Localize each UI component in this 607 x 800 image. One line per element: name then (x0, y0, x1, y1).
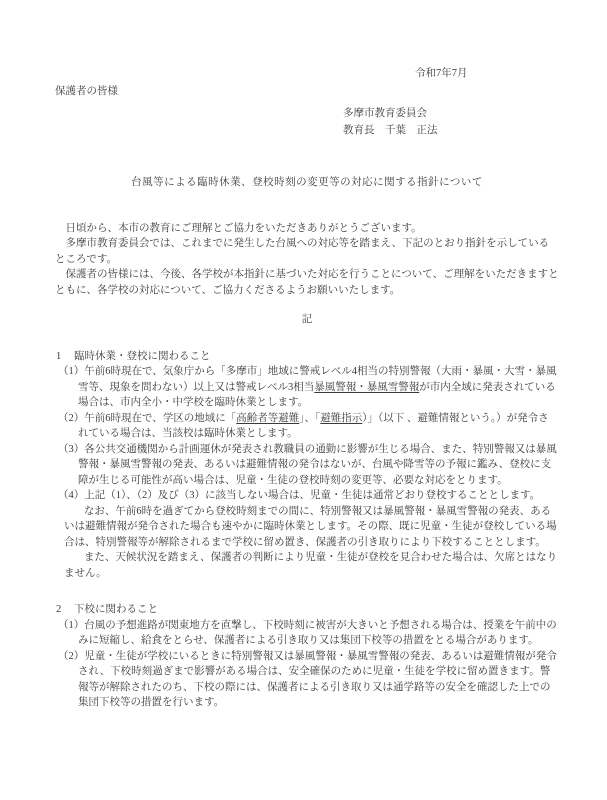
section-dismissal (55, 602, 559, 711)
item-number: （4） (58, 490, 85, 501)
document-title: 台風等による臨時休業、登校時刻の変更等の対応に関する指針について (131, 177, 483, 188)
date-line: 令和7年7月 (415, 68, 468, 79)
sender-organization: 多摩市教育委員会 (343, 108, 427, 119)
list-item (58, 364, 559, 411)
item-number: （1） (58, 366, 85, 377)
item-number: （2） (58, 650, 85, 662)
note-paragraph: なお、午前6時を過ぎてから登校時刻までの間に、特別警報又は暴風警報・暴風雪警報の発表、あるいは避難情報が発令された場合も速やかに臨時休業とします。その際、既に児童・生徒が登校している場合は、特別警報等が解除されるまで学校に留め置き、保護者の引き取りにより下校することとします。 (64, 505, 557, 548)
section-heading-label: 下校に関わること (74, 604, 158, 615)
section-heading (56, 349, 559, 365)
item-number: （2） (58, 412, 85, 424)
intro-paragraph: 保護者の皆様には、今後、各学校が本指針に基づいた対応を行うことについて、ご理解をいただきますとともに、各学校の対応について、ご協力くださるようお願いいたします。 (55, 269, 559, 296)
intro-block (55, 221, 559, 299)
item-text: 各公共交通機関から計画運休が発表され教職員の通勤に影響が生じる場合、また、特別警報又は暴風警報・暴風雪警報の発表、あるいは避難情報の発令はないが、台風や降雪等の予報に鑑み、登校に支障が生じる可能性が高い場合は、児童・生徒の登校時刻の変更等、必要な対応をとります。 (78, 443, 557, 486)
list-item (58, 411, 559, 442)
sender-name: 教育長 千葉 正法 (343, 125, 438, 136)
section-closure-and-attendance (55, 349, 559, 582)
recipient-line: 保護者の皆様 (55, 85, 118, 97)
section-number: 2 (56, 604, 62, 615)
list-item (58, 649, 559, 711)
section-number: 1 (56, 350, 62, 362)
intro-paragraph: 日頃から、本市の教育にご理解とご協力をいただきありがとうございます。 (65, 222, 422, 234)
list-item (58, 488, 559, 504)
item-number: （3） (58, 443, 85, 455)
item-text: 台風の予想進路が関東地方を直撃し、下校時刻に被害が大きいと予想される場合は、授業を午前中のみに短縮し、給食をとらせ、保護者による引き取り又は集団下校等の措置をとる場合があります。 (78, 619, 557, 646)
section-heading (56, 602, 559, 618)
record-marker: 記 (301, 314, 313, 325)
item-text: 上記（1）、（2）及び（3）に該当しない場合は、児童・生徒は通常どおり登校することとします。 (84, 490, 541, 501)
item-text: 午前6時現在で、学区の地域に「高齢者等避難」、「避難指示）」（以下 、避難情報という。）が発令されている場合は、当該校は臨時休業とします。 (78, 412, 549, 439)
list-item (58, 618, 559, 649)
note-paragraph: また、天候状況を踏まえ、保護者の判断により児童・生徒が登校を見合わせた場合は、欠席とはなりません。 (64, 552, 558, 579)
section-heading-label: 臨時休業・登校に関わること (74, 350, 211, 362)
item-text: 午前6時現在で、気象庁から「多摩市」地域に警戒レベル4相当の特別警報（大雨・暴風・大雪・暴風雪等、現象を問わない）以上又は警戒レベル3相当暴風警報・暴風雪警報が市内全域に発表されている場合は、市内全小・中学校を臨時休業とします。 (78, 366, 557, 408)
list-item (58, 442, 559, 489)
intro-paragraph: 多摩市教育委員会では、これまでに発生した台風への対応等を踏まえ、下記のとおり指針を示しているところです。 (55, 238, 550, 265)
item-number: （1） (58, 619, 85, 631)
sender-block (55, 105, 559, 139)
item-text: 児童・生徒が学校にいるときに特別警報又は暴風警報・暴風雪警報の発表、あるいは避難情報が発令され、下校時刻過ぎまで影響がある場合は、安全確保のために児童・生徒を学校に留め置きます。警報等が解除されたのち、下校の際には、保護者による引き取り又は通学路等の安全を確認した上での集団下校等の措置を行います。 (78, 650, 557, 708)
